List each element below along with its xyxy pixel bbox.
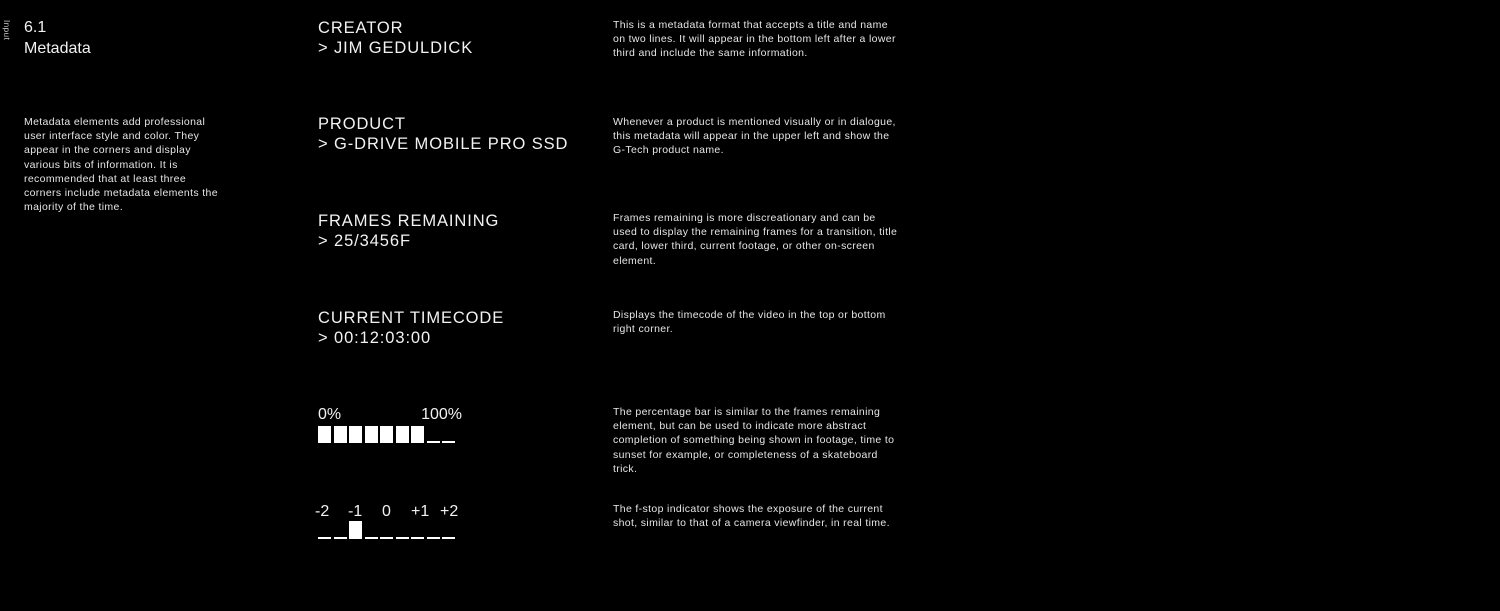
fstop-label: +2 (440, 503, 459, 520)
side-tab-label: Input (2, 20, 11, 41)
timecode-value: > 00:12:03:00 (318, 329, 432, 347)
percentage-segment-empty (427, 441, 440, 443)
fstop-segment (365, 537, 378, 539)
section-number: 6.1 (24, 19, 47, 36)
metadata-timecode (318, 308, 504, 348)
percentage-bar (318, 405, 462, 443)
fstop-label: -1 (348, 503, 363, 520)
percentage-min-label: 0% (318, 406, 342, 423)
metadata-product (318, 114, 568, 154)
timecode-label: CURRENT TIMECODE (318, 309, 505, 327)
fstop-label: -2 (315, 503, 330, 520)
percentage-segment-filled (334, 426, 347, 443)
frames-value: > 25/3456F (318, 232, 411, 250)
metadata-frames-remaining (318, 211, 499, 251)
fstop-segment (411, 537, 424, 539)
timecode-description: Displays the timecode of the video in the top or bottom right corner. (613, 309, 886, 336)
product-label: PRODUCT (318, 115, 406, 133)
creator-value: > JIM GEDULDICK (318, 39, 474, 57)
fstop-segment (318, 537, 331, 539)
fstop-label: 0 (382, 503, 391, 520)
creator-label: CREATOR (318, 19, 404, 37)
percentage-segments (318, 426, 462, 443)
percentage-segment-filled (318, 426, 331, 443)
fstop-segment (334, 537, 347, 539)
fstop-segment-active (349, 521, 362, 539)
percentage-segment-filled (349, 426, 362, 443)
fstop-labels (315, 502, 468, 522)
fstop-segment (380, 537, 393, 539)
percentage-segment-filled (396, 426, 409, 443)
percentage-segment-empty (442, 441, 455, 443)
fstop-segment (442, 537, 455, 539)
creator-description: This is a metadata format that accepts a title and name on two lines. It will appear in the bottom left after a lower third and include the same information. (613, 19, 896, 60)
percentage-segment-filled (380, 426, 393, 443)
percentage-labels (318, 405, 462, 425)
product-value: > G-DRIVE MOBILE PRO SSD (318, 135, 569, 153)
percentage-segment-filled (411, 426, 424, 443)
section-intro: Metadata elements add professional user interface style and color. They appear in the corners and display various bits of information. It is recommended that at least three corners include metadata elements the majority of the time. (24, 116, 218, 214)
product-description: Whenever a product is mentioned visually or in dialogue, this metadata will appear in the upper left and show the G-Tech product name. (613, 116, 896, 157)
percentage-segment-filled (365, 426, 378, 443)
metadata-creator (318, 18, 473, 58)
fstop-description: The f-stop indicator shows the exposure of the current shot, similar to that of a camera viewfinder, in real time. (613, 503, 890, 530)
fstop-segment (427, 537, 440, 539)
percentage-description: The percentage bar is similar to the frames remaining element, but can be used to indicate more abstract completion of something being shown in footage, time to sunset for example, or completeness of a skateboard trick. (613, 406, 895, 475)
frames-description: Frames remaining is more discreationary and can be used to display the remaining frames for a transition, title card, lower third, current footage, or other on-screen element. (613, 212, 898, 267)
fstop-segments (318, 521, 468, 539)
frames-label: FRAMES REMAINING (318, 212, 500, 230)
percentage-max-label: 100% (421, 406, 462, 423)
section-title: Metadata (24, 40, 91, 57)
fstop-label: +1 (411, 503, 430, 520)
fstop-segment (396, 537, 409, 539)
fstop-indicator (315, 502, 468, 539)
